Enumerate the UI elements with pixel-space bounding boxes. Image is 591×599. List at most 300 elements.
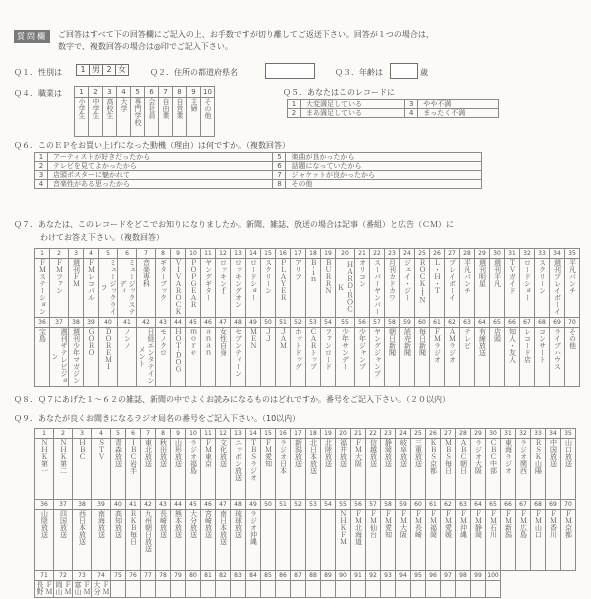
q4-occupation-cell[interactable] [201,98,215,137]
q7-media-option-cell[interactable] [475,259,490,318]
q7-media-option-cell[interactable] [137,328,156,387]
q9-station-option-cell[interactable] [516,510,531,571]
q9-station-number-cell: 62 [441,500,456,510]
q4-occupation-cell[interactable] [75,98,89,137]
q6-option-7[interactable]: ジャケットが良かったから [286,171,482,180]
q6-option-5[interactable]: 楽曲が良かったから [286,153,482,162]
q9-station-option-cell[interactable] [321,581,336,598]
q9-station-option-cell[interactable] [306,581,321,598]
q9-station-option-cell[interactable] [561,439,576,500]
q9-station-option-cell[interactable] [426,581,441,598]
q9-station-option-cell[interactable] [456,581,471,598]
q9-station-number-cell: 30 [486,429,501,439]
q1-option-1-num: 1 [76,64,90,76]
q5-option-number: 1 [288,100,301,109]
q7-media-option-cell[interactable] [475,328,490,387]
q4-occupation-label: 自由業 [162,98,170,119]
q9-station-option-cell[interactable] [366,510,381,571]
q9-station-option-cell[interactable] [156,581,171,598]
q9-station-option-cell[interactable] [546,510,561,571]
q9-station-option-label: ＴＢＳラジオ [249,439,258,481]
q9-station-number-cell: 83 [231,571,246,581]
q6-option-2[interactable]: テレビを見てよかったから [48,162,273,171]
q7-media-option-cell[interactable] [336,259,355,318]
q4-occupation-label: 中学生 [92,98,100,119]
q7-media-option-label: 週刊明星 [478,259,487,287]
q7-media-option-cell[interactable] [430,328,445,387]
q7-media-option-cell[interactable] [276,328,291,387]
q9-station-option-label: ラジオ日本 [279,439,288,474]
q7-media-option-cell[interactable] [535,259,550,318]
q9-station-option-cell[interactable] [141,581,156,598]
q7-media-option-cell[interactable] [84,259,99,318]
q9-station-number-cell: 42 [141,500,156,510]
q9-station-option-label: 大分放送 [189,510,198,538]
q9-station-option-cell[interactable] [531,439,546,500]
q7-media-option-cell[interactable] [291,259,306,318]
q9-station-option-cell[interactable] [291,510,306,571]
q7-media-number-cell: 33 [535,249,550,259]
q9-station-option-cell[interactable] [456,439,471,500]
q7-media-option-cell[interactable] [50,328,69,387]
q9-station-option-cell[interactable] [126,510,141,571]
q9-station-number-cell: 26 [426,429,441,439]
q7-media-option-cell[interactable] [520,259,535,318]
q7-media-option-cell[interactable] [118,259,137,318]
q9-station-option-label: ＫＢＳ京都 [429,439,438,474]
q9-station-option-cell[interactable] [141,439,156,500]
q9-station-option-cell[interactable] [456,510,471,571]
q9-station-option-cell[interactable] [261,439,276,500]
q9-station-number-cell: 80 [186,571,201,581]
q9-station-option-cell[interactable] [73,581,92,598]
q7-media-option-label: ファンロード [324,328,333,370]
q7-media-option-cell[interactable] [415,259,430,318]
q9-station-option-cell[interactable] [156,510,171,571]
q7-media-option-cell[interactable] [321,259,336,318]
q7-media-option-cell[interactable] [535,328,550,387]
instructions-line-2: 数字で、複数回答の場合は◎印でご記入下さい。 [58,42,233,51]
q7-media-number-cell: 42 [137,318,156,328]
q9-station-option-cell[interactable] [411,510,426,571]
q7-media-option-label: ＰＬＡＹＥＲ [279,259,288,301]
q9-station-option-cell[interactable] [381,510,396,571]
q7-media-number-cell: 65 [490,318,505,328]
q9-station-option-cell[interactable] [216,510,231,571]
q7-media-option-label: ＡＭラジオ [448,328,457,363]
q7-media-option-cell[interactable] [50,259,69,318]
q7-media-option-cell[interactable] [246,259,261,318]
q4-occupation-label: 小学生 [78,98,86,119]
q7-media-number-cell: 5 [99,249,118,259]
q9-station-option-cell[interactable] [92,581,111,598]
q7-media-option-cell[interactable] [460,259,475,318]
q7-media-option-label: 店頭 [493,328,502,342]
q9-station-option-cell[interactable] [186,510,201,571]
q9-station-option-label: ＦＭ北海道 [354,510,363,545]
q9-station-option-cell[interactable] [92,439,111,500]
q9-station-option-label: ＮＨＫ第二 [59,439,68,474]
q7-media-number-cell: 35 [565,249,580,259]
q9-station-option-cell[interactable] [261,510,276,571]
q6-option-1[interactable]: アーティストが好きだったから [48,153,273,162]
q7-media-option-cell[interactable] [171,328,186,387]
q9-station-option-cell[interactable] [306,510,321,571]
q9-station-option-cell[interactable] [186,439,201,500]
q9-station-number-cell: 28 [456,429,471,439]
q7-media-option-label: Ｂ‐ｉｎ [309,259,318,283]
q9-station-option-cell[interactable] [276,510,291,571]
q7-media-option-cell[interactable] [99,259,118,318]
q9-station-option-label: ＦＭ福岡 [429,510,438,538]
q9-station-option-cell[interactable] [306,439,321,500]
q5-options-table [287,99,499,118]
q7-media-option-cell[interactable] [231,328,246,387]
q7-media-option-cell[interactable] [201,259,216,318]
q6-option-number: 6 [273,162,286,171]
q4-occupation-cell[interactable] [89,98,103,137]
q9-station-option-label: 熊本放送 [174,510,183,538]
q7-media-option-cell[interactable] [306,328,321,387]
q9-station-option-cell[interactable] [126,581,141,598]
q9-station-option-cell[interactable] [471,439,486,500]
q9-station-option-cell[interactable] [396,581,411,598]
q9-station-number-cell: 16 [276,429,291,439]
q5-option-3[interactable]: やや不満 [418,100,499,109]
q9-station-option-cell[interactable] [73,439,92,500]
q7-media-option-cell[interactable] [186,328,201,387]
q9-station-option-cell[interactable] [201,581,216,598]
q9-station-option-label: ＮＨＫ第一 [40,439,49,474]
q7-media-option-label: ＰＯＰＧＥＡＲ [189,259,198,308]
q7-media-option-cell[interactable] [550,259,565,318]
q9-station-option-cell[interactable] [411,439,426,500]
q9-station-number-cell: 61 [426,500,441,510]
q9-station-option-cell[interactable] [141,510,156,571]
q6-row [35,180,482,189]
q9-station-option-cell[interactable] [126,439,141,500]
q9-station-option-cell[interactable] [321,510,336,571]
q9-station-option-cell[interactable] [111,510,126,571]
q7-media-option-cell[interactable] [231,259,246,318]
q9-station-number-cell: 51 [276,500,291,510]
q9-station-option-cell[interactable] [92,510,111,571]
q9-station-option-cell[interactable] [35,510,54,571]
q7-media-option-label: 少年ジャンプ [358,328,367,370]
q7-media-option-cell[interactable] [370,259,385,318]
q7-media-option-cell[interactable] [291,328,306,387]
q7-media-option-cell[interactable] [186,259,201,318]
q4-occupation-cell[interactable] [103,98,117,137]
q7-media-option-cell[interactable] [261,328,276,387]
q9-station-option-label: ＦＭ長野 [36,581,53,595]
q9-station-option-cell[interactable] [531,510,546,571]
q9-station-option-label: ＣＢＣ中部 [489,439,498,474]
q9-station-option-label: ＩＢＣ岩手 [129,439,138,474]
q9-station-option-cell[interactable] [516,439,531,500]
q9-station-number-cell: 41 [126,500,141,510]
q7-media-option-cell[interactable] [84,328,99,387]
q9-station-number-cell: 9 [171,429,186,439]
q9-station-option-cell[interactable] [231,581,246,598]
q1-option-female[interactable]: 女 [115,64,129,76]
q9-station-option-cell[interactable] [276,581,291,598]
q9-label: Ｑ９．あなたが良くお聞きになるラジオ局名の番号をご記入下さい。（10以内） [14,414,301,423]
q9-station-option-label: 三重放送 [414,439,423,467]
q9-station-number-cell: 95 [411,571,426,581]
q9-station-option-label: 秋田放送 [159,439,168,467]
q7-media-option-cell[interactable] [336,328,355,387]
q7-media-option-cell[interactable] [490,259,505,318]
q9-station-option-label: ＨＢＣ [78,439,87,460]
q9-station-number-cell: 99 [471,571,486,581]
q9-station-option-cell[interactable] [186,581,201,598]
q7-media-option-cell[interactable] [137,259,156,318]
q9-station-number-cell: 93 [381,571,396,581]
q4-occupation-label: 大学 [120,98,128,112]
q5-option-1[interactable]: 大変満足している [301,100,405,109]
q9-station-option-cell[interactable] [54,439,73,500]
q2-prefecture-input[interactable] [265,63,315,79]
q9-station-option-cell[interactable] [216,439,231,500]
q9-station-option-cell[interactable] [156,439,171,500]
q7-media-number-cell: 2 [50,249,69,259]
q9-station-option-cell[interactable] [351,510,366,571]
q7-media-option-cell[interactable] [99,328,118,387]
q7-media-option-cell[interactable] [355,259,370,318]
q9-station-option-label: 新潟放送 [294,439,303,467]
q6-option-number: 1 [35,153,48,162]
q9-station-option-cell[interactable] [336,581,351,598]
q7-media-option-cell[interactable] [520,328,535,387]
q7-media-option-cell[interactable] [321,328,336,387]
q9-station-option-label: 長崎放送 [159,510,168,538]
q9-station-option-cell[interactable] [246,581,261,598]
q9-station-option-label: ＦＭ山口 [534,510,543,538]
q9-station-option-cell[interactable] [381,581,396,598]
q9-station-option-cell[interactable] [336,439,351,500]
q7-media-option-cell[interactable] [415,328,430,387]
q9-station-option-cell[interactable] [291,439,306,500]
q9-station-option-cell[interactable] [561,510,576,571]
q9-station-option-cell[interactable] [381,439,396,500]
q9-station-option-cell[interactable] [396,439,411,500]
q9-station-option-label: ＦＭ仙台 [369,510,378,538]
q6-option-number: 5 [273,153,286,162]
q7-media-option-cell[interactable] [118,328,137,387]
q7-media-number-cell: 44 [171,318,186,328]
q9-station-option-cell[interactable] [351,439,366,500]
q9-station-option-cell[interactable] [291,581,306,598]
q9-station-number-cell: 15 [261,429,276,439]
q7-media-option-label: セブンティーン [234,328,243,377]
q9-station-option-cell[interactable] [426,439,441,500]
q9-station-option-cell[interactable] [471,581,486,598]
q9-station-option-cell[interactable] [441,581,456,598]
q9-station-option-cell[interactable] [261,581,276,598]
q9-station-option-cell[interactable] [216,581,231,598]
q9-station-number-cell: 48 [231,500,246,510]
q7-media-option-cell[interactable] [400,259,415,318]
q6-option-4[interactable]: 音楽性がある思ったから [48,180,273,189]
q7-media-number-cell: 52 [291,318,306,328]
q9-station-number-cell: 55 [336,500,351,510]
q7-media-option-label: プレイボーイ [448,259,457,301]
q7-media-option-cell[interactable] [156,328,171,387]
q9-station-option-cell[interactable] [441,439,456,500]
q9-station-option-cell[interactable] [441,510,456,571]
q7-media-number-cell: 20 [336,249,355,259]
q9-station-option-cell[interactable] [246,439,261,500]
q7-media-option-label: 日経エンタテインメント [138,328,155,384]
q9-station-number-cell: 75 [111,571,126,581]
q9-station-option-cell[interactable] [246,510,261,571]
q9-station-option-cell[interactable] [171,581,186,598]
q7-media-option-label: 音楽専科 [142,259,151,287]
q7-media-option-cell[interactable] [565,259,580,318]
q9-station-option-cell[interactable] [201,439,216,500]
q5-option-4[interactable]: まったく不満 [418,109,499,118]
q7-media-option-cell[interactable] [216,259,231,318]
q2-label: Ｑ２．住所の都道府県名 [150,68,238,77]
q7-media-option-cell[interactable] [460,328,475,387]
q7-media-option-cell[interactable] [216,328,231,387]
q7-media-number-cell: 49 [246,318,261,328]
q9-station-option-cell[interactable] [35,439,54,500]
q9-station-number-cell: 46 [201,500,216,510]
q9-radio-table [34,428,576,598]
q7-media-option-label: ＨＡＲＤ‐ＲＯＣＫ [337,261,354,313]
q9-station-option-cell[interactable] [54,581,73,598]
q9-station-number-cell: 98 [456,571,471,581]
q9-station-option-cell[interactable] [366,581,381,598]
q7-media-number-cell: 66 [505,318,520,328]
q7-media-option-cell[interactable] [35,328,50,387]
q7-media-option-label: スクリーン [264,259,273,294]
q3-age-input[interactable] [390,63,418,79]
q7-media-option-cell[interactable] [385,328,400,387]
q7-media-number-cell: 9 [171,249,186,259]
q7-media-option-cell[interactable] [261,259,276,318]
q9-station-number-cell: 58 [381,500,396,510]
q7-media-option-cell[interactable] [505,259,520,318]
q7-media-option-cell[interactable] [445,259,460,318]
q7-media-option-cell[interactable] [69,259,84,318]
q7-media-option-cell[interactable] [355,328,370,387]
q9-station-option-label: ＦＭ愛知 [264,439,273,467]
q4-occupation-cell[interactable] [145,98,159,137]
q9-station-option-cell[interactable] [73,510,92,571]
q9-station-option-cell[interactable] [411,581,426,598]
q7-media-option-cell[interactable] [276,259,291,318]
q6-option-3[interactable]: 店頭ポスターに魅かれて [48,171,273,180]
q6-option-number: 3 [35,171,48,180]
q9-station-option-cell[interactable] [171,439,186,500]
q4-occupation-cell[interactable] [187,98,201,137]
q7-media-option-cell[interactable] [565,328,580,387]
q9-station-number-cell: 63 [456,500,471,510]
q9-station-number-cell: 11 [201,429,216,439]
q9-station-option-cell[interactable] [501,510,516,571]
q9-station-number-cell: 74 [92,571,111,581]
q4-occupation-cell[interactable] [159,98,173,137]
q7-media-option-cell[interactable] [306,259,321,318]
q4-occupation-cell[interactable] [117,98,131,137]
q1-option-male[interactable]: 男 [89,64,103,76]
q9-station-number-cell: 39 [92,500,111,510]
q9-station-option-cell[interactable] [486,439,501,500]
q9-station-option-label: ＦＭ岡山 [55,581,72,595]
q5-option-2[interactable]: まあ満足している [301,109,405,118]
q9-station-option-cell[interactable] [111,439,126,500]
q4-occupation-cell[interactable] [131,98,145,137]
q9-station-option-cell[interactable] [276,439,291,500]
q7-media-option-cell[interactable] [246,328,261,387]
q9-station-option-label: 信越放送 [369,439,378,467]
q4-number-cell: 8 [173,87,187,98]
q7-media-option-cell[interactable] [550,328,565,387]
q7-media-option-cell[interactable] [385,259,400,318]
q9-station-option-label: 琉球放送 [234,510,243,538]
q6-option-6[interactable]: 話題になっていたから [286,162,482,171]
q7-media-option-label: ロッキンｆ [219,259,228,294]
q9-station-option-cell[interactable] [231,439,246,500]
q9-station-option-cell[interactable] [231,510,246,571]
q7-media-option-label: ヤングジャンプ [373,328,382,377]
q9-station-number-cell: 86 [276,571,291,581]
q7-media-option-cell[interactable] [69,328,84,387]
q7-media-option-cell[interactable] [171,259,186,318]
q7-media-option-label: ロッキングオン [234,259,243,308]
q7-media-option-cell[interactable] [505,328,520,387]
q7-media-option-label: ＪＡＭ [279,328,288,349]
q9-station-option-cell[interactable] [54,510,73,571]
q7-media-option-cell[interactable] [201,328,216,387]
q9-station-option-cell[interactable] [546,439,561,500]
q9-station-option-cell[interactable] [426,510,441,571]
q7-media-number-cell: 8 [156,249,171,259]
q7-media-option-cell[interactable] [430,259,445,318]
q9-station-option-cell[interactable] [486,510,501,571]
q7-media-option-cell[interactable] [445,328,460,387]
q9-station-option-cell[interactable] [471,510,486,571]
q9-station-number-cell: 18 [306,429,321,439]
q9-station-option-cell[interactable] [396,510,411,571]
q9-station-option-label: 山陰放送 [40,510,49,538]
q9-station-option-label: 南日本放送 [219,510,228,545]
q7-media-option-cell[interactable] [490,328,505,387]
q9-station-option-cell[interactable] [486,581,501,598]
q9-station-option-cell[interactable] [501,439,516,500]
q7-media-option-cell[interactable] [400,328,415,387]
q9-station-option-cell[interactable] [336,510,351,571]
q9-station-option-cell[interactable] [321,439,336,500]
q7-media-option-cell[interactable] [35,259,50,318]
q4-occupation-cell[interactable] [173,98,187,137]
q9-station-number-cell: 43 [156,500,171,510]
q9-station-option-cell[interactable] [111,581,126,598]
q7-media-option-cell[interactable] [156,259,171,318]
q9-station-number-cell: 25 [411,429,426,439]
q7-media-option-cell[interactable] [370,328,385,387]
q6-option-8[interactable]: その他 [286,180,482,189]
q9-station-option-label: 中国放送 [549,439,558,467]
q9-station-option-cell[interactable] [35,581,54,598]
q9-station-option-cell[interactable] [366,439,381,500]
q9-station-option-cell[interactable] [201,510,216,571]
q9-station-option-cell[interactable] [351,581,366,598]
q9-station-option-cell[interactable] [171,510,186,571]
